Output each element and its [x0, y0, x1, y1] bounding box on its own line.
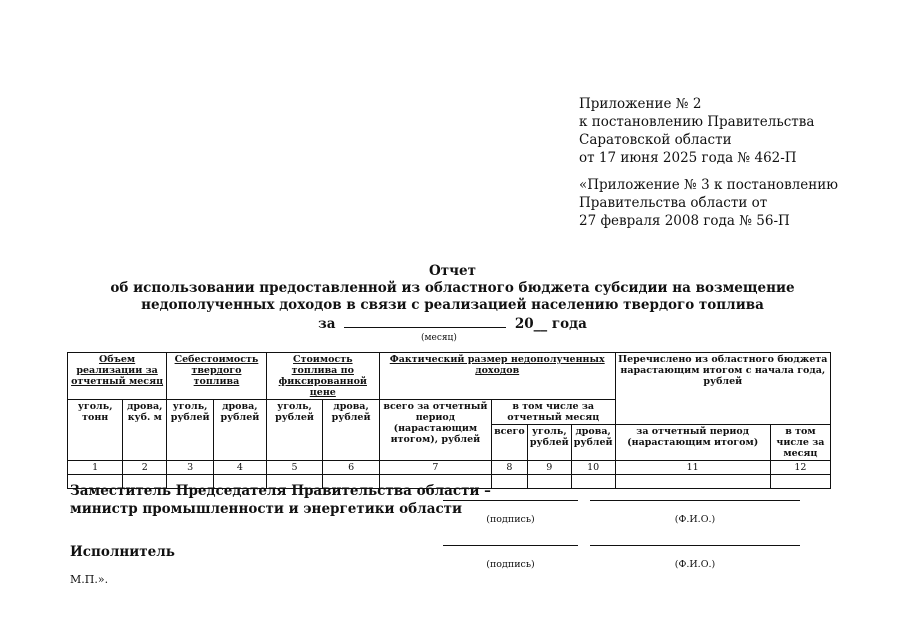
header-cost-coal: уголь, рублей [167, 400, 214, 461]
column-number: 12 [770, 461, 830, 475]
header-total: всего [491, 425, 527, 461]
year-prefix: 20__ [514, 316, 548, 332]
appendix-block [579, 95, 814, 167]
signature-caption: (подпись) [486, 514, 535, 525]
column-number: 8 [491, 461, 527, 475]
document-title: Отчет [429, 263, 476, 279]
column-number: 2 [123, 461, 167, 475]
table-cell[interactable] [527, 475, 571, 489]
table-cell[interactable] [770, 475, 830, 489]
header-transferred: Перечислено из областного бюджета нарастающим итогом с начала года, рублей [615, 353, 830, 425]
column-number: 7 [379, 461, 491, 475]
signature-caption: (подпись) [486, 559, 535, 570]
header-price-coal: уголь, рублей [266, 400, 323, 461]
appendix-line: Правительства области от [579, 195, 768, 211]
name-caption: (Ф.И.О.) [674, 559, 716, 570]
column-number: 1 [68, 461, 123, 475]
header-total-period: всего за отчетный период (нарастающим итогом), рублей [379, 400, 491, 461]
column-number: 4 [214, 461, 267, 475]
deputy-name-line[interactable] [590, 500, 800, 501]
stamp-place: М.П.». [70, 573, 109, 586]
document-subtitle-line: недополученных доходов в связи с реализацией населению твердого топлива [141, 297, 764, 313]
executor-label: Исполнитель [70, 544, 175, 560]
column-number: 9 [527, 461, 571, 475]
header-incl-month2: в том числе за месяц [770, 425, 830, 461]
table-cell[interactable] [615, 475, 770, 489]
month-caption: (месяц) [421, 333, 457, 343]
column-number: 5 [266, 461, 323, 475]
year-suffix: года [551, 316, 587, 332]
table-cell[interactable] [491, 475, 527, 489]
header-for-period: за отчетный период (нарастающим итогом) [615, 425, 770, 461]
column-number: 10 [571, 461, 615, 475]
document-subtitle-line: об использовании предоставленной из областного бюджета субсидии на возмещение [110, 280, 795, 296]
report-period [0, 315, 905, 332]
deputy-title-line: министр промышленности и энергетики области [70, 501, 463, 517]
report-table [67, 352, 831, 489]
appendix-line: 27 февраля 2008 года № 56-П [579, 213, 790, 229]
previous-appendix-block [579, 176, 838, 230]
appendix-line: «Приложение № 3 к постановлению [579, 177, 838, 193]
header-cost-wood: дрова, рублей [214, 400, 267, 461]
appendix-line: Саратовской области [579, 132, 732, 148]
deputy-title-line: Заместитель Председателя Правительства области – [70, 483, 491, 499]
executor-name-line[interactable] [590, 545, 800, 546]
column-number: 11 [615, 461, 770, 475]
header-wood-m3: дрова, куб. м [123, 400, 167, 461]
deputy-signatory [70, 482, 491, 518]
table-number-row [68, 461, 831, 475]
appendix-line: к постановлению Правительства [579, 114, 815, 130]
header-loss-wood: дрова, рублей [571, 425, 615, 461]
header-price-wood: дрова, рублей [323, 400, 380, 461]
appendix-line: от 17 июня 2025 года № 462-П [579, 150, 797, 166]
header-coal-tons: уголь, тонн [68, 400, 123, 461]
header-loss-coal: уголь, рублей [527, 425, 571, 461]
name-caption: (Ф.И.О.) [674, 514, 716, 525]
header-loss: Фактический размер недополученных доходов [379, 353, 615, 400]
header-cost: Себестоимость твердого топлива [167, 353, 267, 400]
header-volume: Объем реализации за отчетный месяц [68, 353, 167, 400]
table-cell[interactable] [571, 475, 615, 489]
period-za: за [318, 316, 336, 332]
column-number: 3 [167, 461, 214, 475]
deputy-signature-line[interactable] [443, 500, 578, 501]
header-price: Стоимость топлива по фиксированной цене [266, 353, 379, 400]
month-blank-field[interactable] [344, 315, 506, 328]
header-incl-month: в том числе за отчетный месяц [491, 400, 615, 425]
appendix-line: Приложение № 2 [579, 96, 702, 112]
executor-signature-line[interactable] [443, 545, 578, 546]
column-number: 6 [323, 461, 380, 475]
